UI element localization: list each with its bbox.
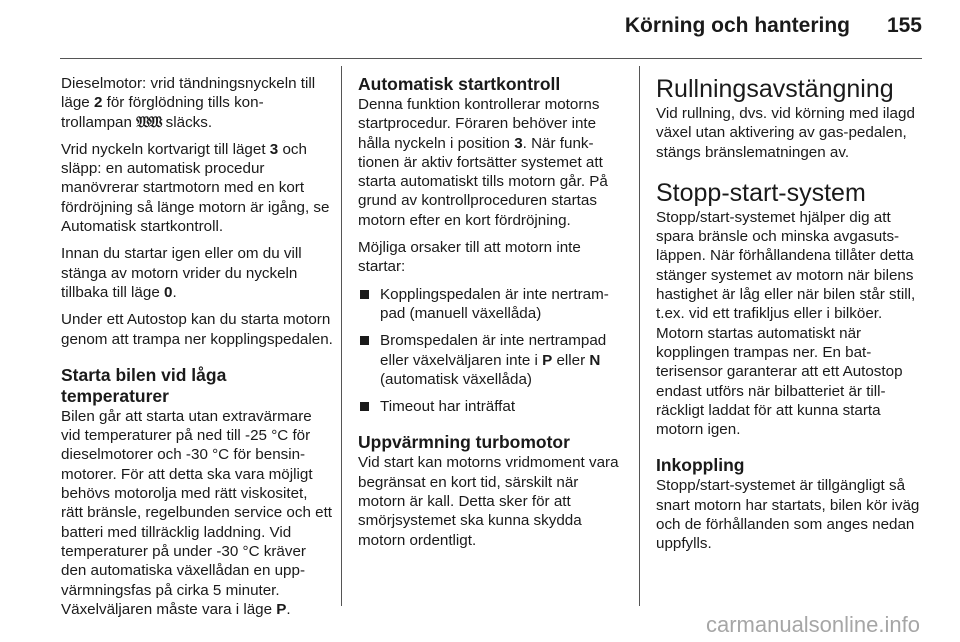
glow-plug-icon: 𝔚𝔚 [136, 113, 162, 131]
square-bullet-icon [360, 290, 369, 299]
paragraph-auto-start-control: Denna funktion kontrollerar motorns startprocedur. Föraren behöver inte hålla nyckeln i position 3. När funk-tionen är aktiv fortsätter systemet att starta automatiskt tills motorn går. På grund av kontrollproceduren startas motorn efter en kort fördröjning. [358, 96, 608, 229]
heading-auto-start-control: Automatisk startkontroll [358, 74, 561, 94]
list-item: Timeout har inträffat [358, 397, 628, 416]
paragraph-autostop: Under ett Autostop kan du starta motorn genom att trampa ner kopplingspedalen. [61, 311, 333, 348]
heading-coasting-shutoff: Rullningsavstängning [656, 75, 894, 103]
paragraph-cold-start: Bilen går att starta utan extravärmare vid temperaturer på ned till -25 °C för dieselmotorer och -30 °C för bensin-motorer. För att detta ska vara möjligt behövs motorolja med rätt viskositet, rätt bränsle, regelbunden service och ett batteri med tillräcklig laddning. Vid temperaturer på under -30 °C kräver den automatiska växellådan en upp-värmningsfas på cirka 5 minuter. Växelväljaren måste vara i läge P. [61, 407, 333, 618]
heading-cold-start: Starta bilen vid låga temperaturer [61, 364, 227, 406]
causes-list [358, 285, 628, 417]
heading-activation: Inkoppling [656, 455, 745, 476]
column-2 [358, 74, 628, 558]
paragraph-coasting-shutoff: Vid rullning, dvs. vid körning med ilagd växel utan aktivering av gas-pedalen, stängs bränslematningen av. [656, 105, 915, 161]
paragraph-activation: Stopp/start-systemet är tillgängligt så snart motorn har startats, bilen kör iväg och de förhållanden som anges nedan uppfylls. [656, 477, 920, 553]
list-item: Kopplingspedalen är inte nertram-pad (manuell växellåda) [358, 285, 628, 324]
heading-stop-start-system: Stopp-start-system [656, 178, 866, 207]
column-divider-left [341, 66, 342, 606]
header-title: Körning och hantering [624, 14, 850, 37]
paragraph-key-position-3: Vrid nyckeln kortvarigt till läget 3 och släpp: en automatisk procedur manövrerar startmotorn med en kort fördröjning så länge motorn är igång, se Automatisk startkontroll. [61, 140, 330, 236]
square-bullet-icon [360, 402, 369, 411]
page-number: 155 [886, 14, 922, 37]
watermark: carmanualsonline.info [705, 612, 920, 637]
heading-turbo-warmup: Uppvärmning turbomotor [358, 432, 570, 453]
paragraph-stop-start-system: Stopp/start-systemet hjälper dig att spara bränsle och minska avgasuts-läppen. När förhållandena tillåter detta stänger systemet av motorn när bilens hastighet är låg eller när bilen står still, t.ex. vid ett trafikljus eller i bilköer. Motorn startas automatiskt när kopplingen trampas ner. En bat-terisensor garanterar att ett Autostop endast utförs när bilbatteriet är till-räckligt laddat för att kunna starta motorn igen. [656, 208, 916, 439]
column-3 [656, 74, 931, 562]
paragraph-restart: Innan du startar igen eller om du vill stänga av motorn vrider du nyckeln tillbaka till läge 0. [61, 245, 302, 301]
square-bullet-icon [360, 336, 369, 345]
list-item: Bromspedalen är inte nertrampad eller växelväljaren inte i P eller N (automatisk växellåda) [358, 331, 628, 389]
paragraph-turbo-warmup: Vid start kan motorns vridmoment vara begränsat en kort tid, särskilt när motorn är kall. Detta sker för att smörjsystemet ska kunna skydda motorn ordentligt. [358, 454, 619, 549]
column-1 [61, 74, 333, 627]
paragraph-causes: Möjliga orsaker till att motorn inte startar: [358, 239, 581, 276]
paragraph-diesel-preglow: Dieselmotor: vrid tändningsnyckeln till läge 2 för förglödning tills kon-trollampan 𝔚𝔚 släcks. [61, 75, 316, 131]
header-rule [60, 58, 922, 59]
column-divider-right [639, 66, 640, 606]
